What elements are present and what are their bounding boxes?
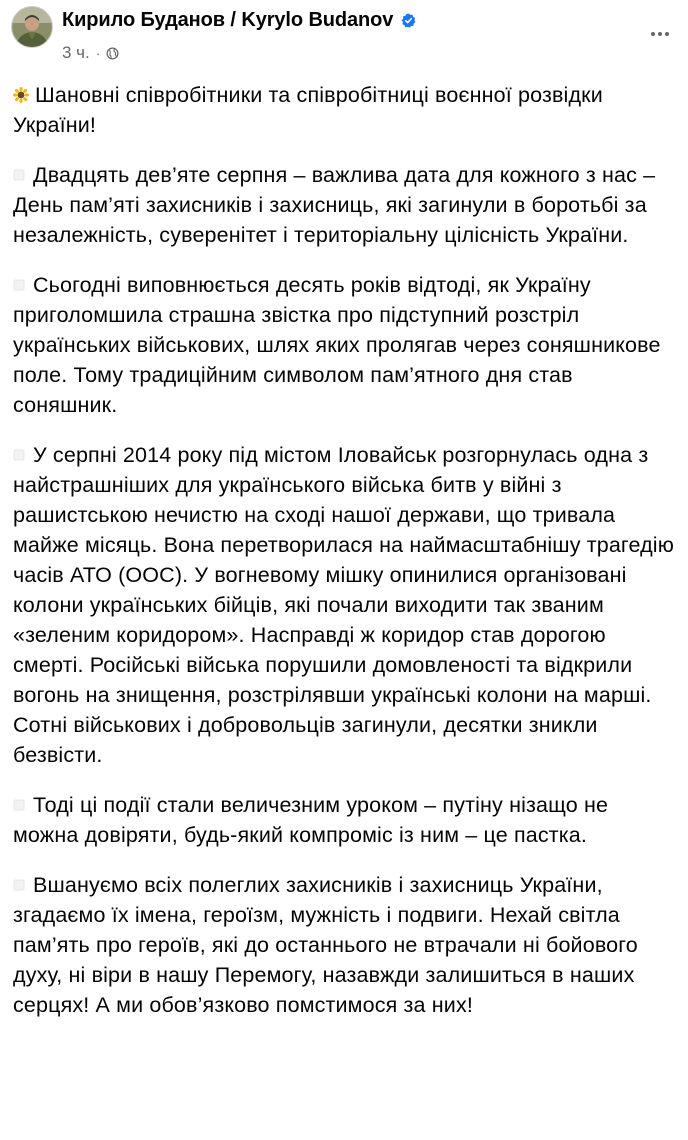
white-square-icon	[13, 879, 25, 891]
paragraph-text: Двадцять дев’яте серпня – важлива дата для кожного з нас – День пам’яті захисників і захисниць, які загинули в боротьбі за незалежність, суверенітет і територіальну цілісність України.	[13, 163, 656, 247]
post-paragraph	[13, 160, 678, 250]
paragraph-text: Тоді ці події стали величезним уроком – путіну нізащо не можна довіряти, будь-який компроміс із ним – це пастка.	[13, 793, 609, 847]
more-options-button[interactable]	[646, 24, 674, 44]
paragraph-text: Сьогодні виповнюється десять років відтоді, як Україну приголомшила страшна звістка про підступний розстріл українських військових, шлях яких пролягав через соняшникове поле. Тому традиційним символом пам’ятного дня став соняшник.	[13, 273, 661, 417]
author-avatar[interactable]	[11, 6, 53, 48]
post-paragraph	[13, 80, 678, 140]
post-timestamp[interactable]: 3 ч.	[62, 43, 90, 62]
meta-separator: ·	[95, 45, 101, 61]
post-meta	[62, 43, 119, 63]
sunflower-icon	[13, 87, 29, 103]
white-square-icon	[13, 279, 25, 291]
post-header	[0, 0, 688, 70]
more-options-icon	[658, 32, 662, 36]
more-options-icon	[651, 32, 655, 36]
more-options-icon	[665, 32, 669, 36]
post-paragraph	[13, 440, 678, 770]
paragraph-text: Шановні співробітники та співробітниці воєнної розвідки України!	[13, 83, 603, 137]
verified-badge-icon	[401, 13, 416, 28]
white-square-icon	[13, 799, 25, 811]
author-name[interactable]	[62, 9, 416, 32]
author-name-text[interactable]: Кирило Буданов / Kyrylo Budanov	[62, 9, 394, 31]
post-paragraph	[13, 870, 678, 1020]
white-square-icon	[13, 449, 25, 461]
post-paragraph	[13, 790, 678, 850]
post-paragraph	[13, 270, 678, 420]
paragraph-text: Вшануємо всіх полеглих захисників і захисниць України, згадаємо їх імена, героїзм, мужність і подвиги. Нехай світла пам’ять про героїв, які до останнього не втрачали ні бойового духу, ні віри в нашу Перемогу, назавжди залишиться в наших серцях! А ми обов’язково помстимося за них!	[13, 873, 638, 1017]
post-body	[13, 80, 678, 1040]
paragraph-text: У серпні 2014 року під містом Іловайськ розгорнулась одна з найстрашніших для українського війська битв у війні з рашистською нечистю на сході нашої держави, що тривала майже місяць. Вона перетворилася на наймасштабнішу трагедію часів АТО (ООС). У вогневому мішку опинилися організовані колони українських бійців, які почали виходити так званим «зеленим коридором». Насправді ж коридор став дорогою смерті. Російські війська порушили домовленості та відкрили вогонь на знищення, розстрілявши українські колони на марші. Сотні військових і добровольців загинули, десятки зникли безвісти.	[13, 443, 674, 767]
white-square-icon	[13, 169, 25, 181]
globe-icon[interactable]	[106, 47, 119, 60]
